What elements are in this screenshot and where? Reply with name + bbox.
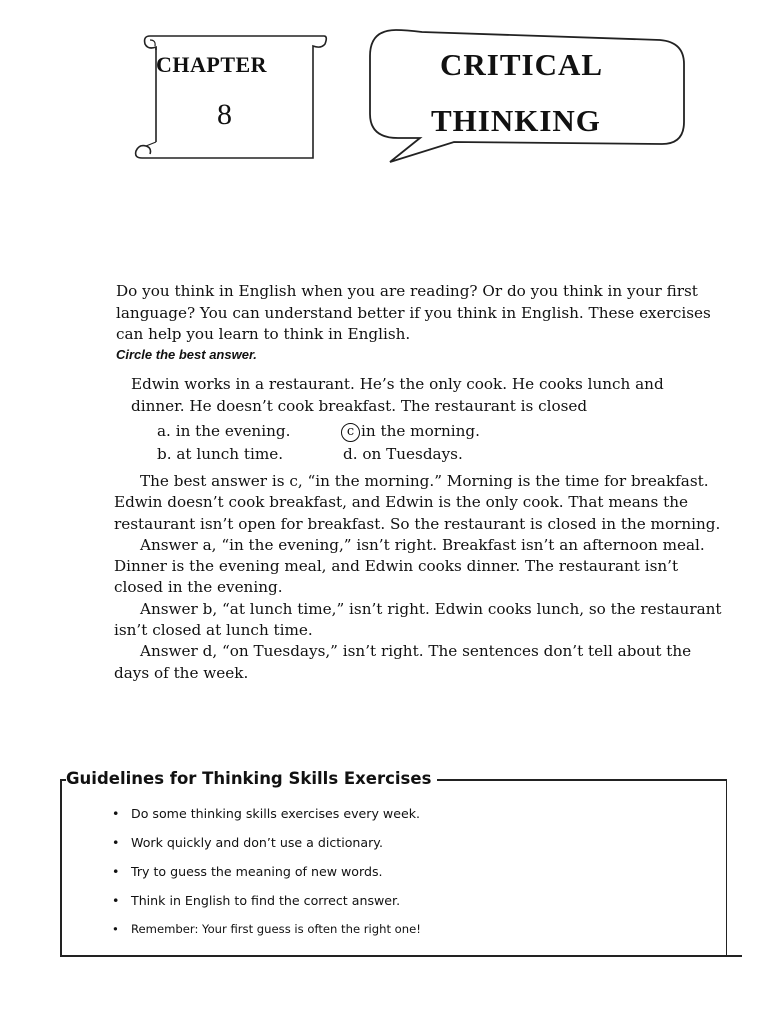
scroll-frame-icon [128, 30, 328, 162]
option-c [341, 422, 480, 442]
explanation-section [114, 471, 728, 684]
guideline-item: • Think in English to find the correct answer. [112, 893, 421, 922]
circled-answer-marker: c [341, 423, 360, 442]
instruction-text: Circle the best answer. [116, 347, 257, 362]
guideline-item: • Work quickly and don’t use a dictionary. [112, 835, 421, 864]
title-line-2: THINKING [431, 103, 601, 138]
explanation-paragraph: Answer b, “at lunch time,” isn’t right. Edwin cooks lunch, so the restaurant isn’t closed at lunch time. [114, 599, 722, 640]
explanation-paragraph: The best answer is c, “in the morning.” Morning is the time for breakfast. Edwin doesn’t cook breakfast, and Edwin is the only cook. That means the restaurant isn’t open for breakfast. So the restaurant is closed in the morning. [114, 472, 721, 533]
option-c-text: in the morning. [361, 422, 480, 440]
guidelines-bottom-rule [62, 955, 742, 957]
guidelines-list [112, 806, 421, 951]
option-a: a. in the evening. [157, 422, 291, 440]
guideline-item: • Try to guess the meaning of new words. [112, 864, 421, 893]
option-b: b. at lunch time. [157, 445, 284, 463]
guideline-item: • Remember: Your first guess is often the right one! [112, 922, 421, 951]
explanation-paragraph: Answer d, “on Tuesdays,” isn’t right. The sentences don’t tell about the days of the week. [114, 642, 692, 682]
title-line-1: CRITICAL [440, 47, 604, 82]
chapter-number: 8 [217, 98, 232, 131]
intro-paragraph: Do you think in English when you are reading? Or do you think in your first language? You can understand better if you think in English. These exercises can help you learn to think in English. [116, 282, 711, 343]
guideline-item: • Do some thinking skills exercises every week. [112, 806, 421, 835]
option-d: d. on Tuesdays. [343, 445, 463, 463]
chapter-label: CHAPTER [156, 52, 268, 77]
explanation-paragraph: Answer a, “in the evening,” isn’t right. Breakfast isn’t an afternoon meal. Dinner is the evening meal, and Edwin cooks dinner. The restaurant isn’t closed in the evening. [114, 535, 705, 597]
question-text: Edwin works in a restaurant. He’s the only cook. He cooks lunch and dinner. He doesn’t cook breakfast. The restaurant is closed [131, 375, 664, 415]
chapter-scroll-frame [128, 30, 328, 162]
guidelines-title: Guidelines for Thinking Skills Exercises [66, 769, 437, 788]
